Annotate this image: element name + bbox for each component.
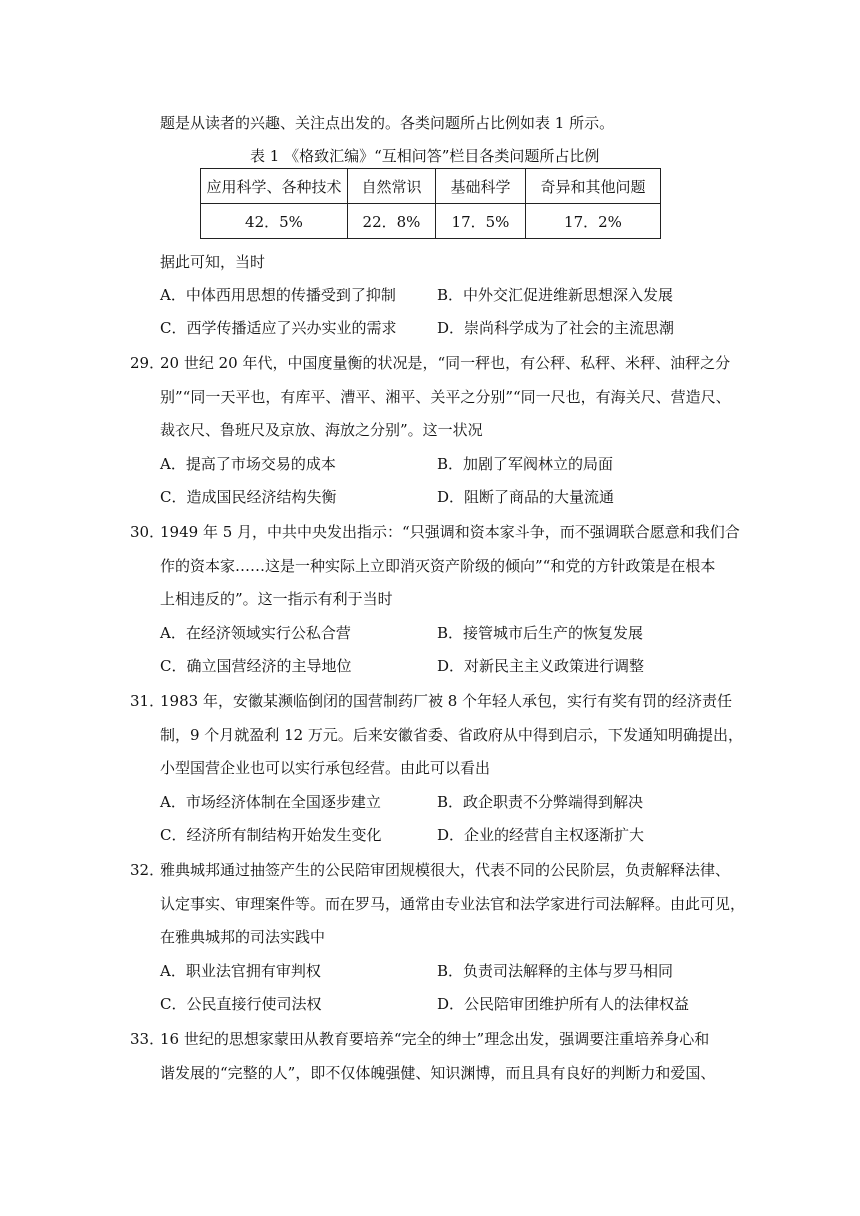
option-b[interactable]: B．中外交汇促进维新思想深入发展 xyxy=(437,286,674,304)
table-value-cell: 17．2% xyxy=(526,204,661,239)
question-text-line: 在雅典城邦的司法实践中 xyxy=(160,928,326,946)
intro-text-line: 题是从读者的兴趣、关注点出发的。各类问题所占比例如表 1 所示。 xyxy=(160,114,615,132)
option-b[interactable]: B．加剧了军阀林立的局面 xyxy=(437,455,614,473)
question-text-line: 小型国营企业也可以实行承包经营。由此可以看出 xyxy=(160,759,491,777)
question-text-line: 作的资本家……这是一种实际上立即消灭资产阶级的倾向”“和党的方针政策是在根本 xyxy=(160,557,716,575)
option-d[interactable]: D．企业的经营自主权逐渐扩大 xyxy=(437,826,645,844)
question-text-line: 雅典城邦通过抽签产生的公民陪审团规模很大，代表不同的公民阶层，负责解释法律、 xyxy=(160,861,731,879)
question-text-line: 1983 年，安徽某濒临倒闭的国营制药厂被 8 个年轻人承包，实行有奖有罚的经济责任 xyxy=(160,692,733,710)
table-value-row xyxy=(201,204,661,239)
option-a[interactable]: A．职业法官拥有审判权 xyxy=(160,962,321,980)
question-number: 33． xyxy=(130,1030,165,1048)
option-a[interactable]: A．中体西用思想的传播受到了抑制 xyxy=(160,286,396,304)
table-header-cell: 自然常识 xyxy=(348,169,436,204)
question-number: 31． xyxy=(130,692,165,710)
table-header-cell: 奇异和其他问题 xyxy=(526,169,661,204)
question-text-line: 16 世纪的思想家蒙田从教育要培养“完全的绅士”理念出发，强调要注重培养身心和 xyxy=(160,1030,710,1048)
option-a[interactable]: A．在经济领域实行公私合营 xyxy=(160,624,351,642)
question-number: 32． xyxy=(130,861,165,879)
question-number: 30． xyxy=(130,523,165,541)
question-text-line: 认定事实、审理案件等。而在罗马，通常由专业法官和法学家进行司法解释。由此可见， xyxy=(160,895,746,913)
table-caption: 表 1 《格致汇编》“互相问答”栏目各类问题所占比例 xyxy=(250,147,600,165)
option-a[interactable]: A．市场经济体制在全国逐步建立 xyxy=(160,793,381,811)
option-a[interactable]: A．提高了市场交易的成本 xyxy=(160,455,336,473)
table-header-cell: 应用科学、各种技术 xyxy=(201,169,348,204)
table-header-row xyxy=(201,169,661,204)
question-text-line: 20 世纪 20 年代，中国度量衡的状况是，“同一秤也，有公秤、私秤、米秤、油秤之分 xyxy=(160,354,731,372)
option-c[interactable]: C．经济所有制结构开始发生变化 xyxy=(160,826,382,844)
option-d[interactable]: D．阻断了商品的大量流通 xyxy=(437,488,615,506)
option-c[interactable]: C．造成国民经济结构失衡 xyxy=(160,488,337,506)
question-text-line: 谐发展的“完整的人”，即不仅体魄强健、知识渊博，而且具有良好的判断力和爱国、 xyxy=(160,1064,716,1082)
table-value-cell: 17．5% xyxy=(436,204,526,239)
question-number: 29． xyxy=(130,354,165,372)
table-value-cell: 42．5% xyxy=(201,204,348,239)
option-c[interactable]: C．西学传播适应了兴办实业的需求 xyxy=(160,319,397,337)
option-d[interactable]: D．对新民主主义政策进行调整 xyxy=(437,657,645,675)
question-stem-end: 据此可知，当时 xyxy=(160,253,266,271)
table-header-cell: 基础科学 xyxy=(436,169,526,204)
option-b[interactable]: B．接管城市后生产的恢复发展 xyxy=(437,624,644,642)
question-text-line: 制，9 个月就盈利 12 万元。后来安徽省委、省政府从中得到启示，下发通知明确提出， xyxy=(160,726,743,744)
option-c[interactable]: C．公民直接行使司法权 xyxy=(160,995,322,1013)
option-c[interactable]: C．确立国营经济的主导地位 xyxy=(160,657,352,675)
option-d[interactable]: D．崇尚科学成为了社会的主流思潮 xyxy=(437,319,675,337)
proportion-table xyxy=(200,168,661,239)
option-d[interactable]: D．公民陪审团维护所有人的法律权益 xyxy=(437,995,690,1013)
question-text-line: 别”“同一天平也，有库平、漕平、湘平、关平之分别”“同一尺也，有海关尺、营造尺、 xyxy=(160,388,731,406)
question-text-line: 裁衣尺、鲁班尺及京放、海放之分别”。这一状况 xyxy=(160,421,483,439)
question-text-line: 1949 年 5 月，中共中央发出指示：“只强调和资本家斗争，而不强调联合愿意和我们合 xyxy=(160,523,740,541)
question-text-line: 上相违反的”。这一指示有利于当时 xyxy=(160,590,393,608)
option-b[interactable]: B．政企职责不分弊端得到解决 xyxy=(437,793,644,811)
table-value-cell: 22．8% xyxy=(348,204,436,239)
option-b[interactable]: B．负责司法解释的主体与罗马相同 xyxy=(437,962,674,980)
